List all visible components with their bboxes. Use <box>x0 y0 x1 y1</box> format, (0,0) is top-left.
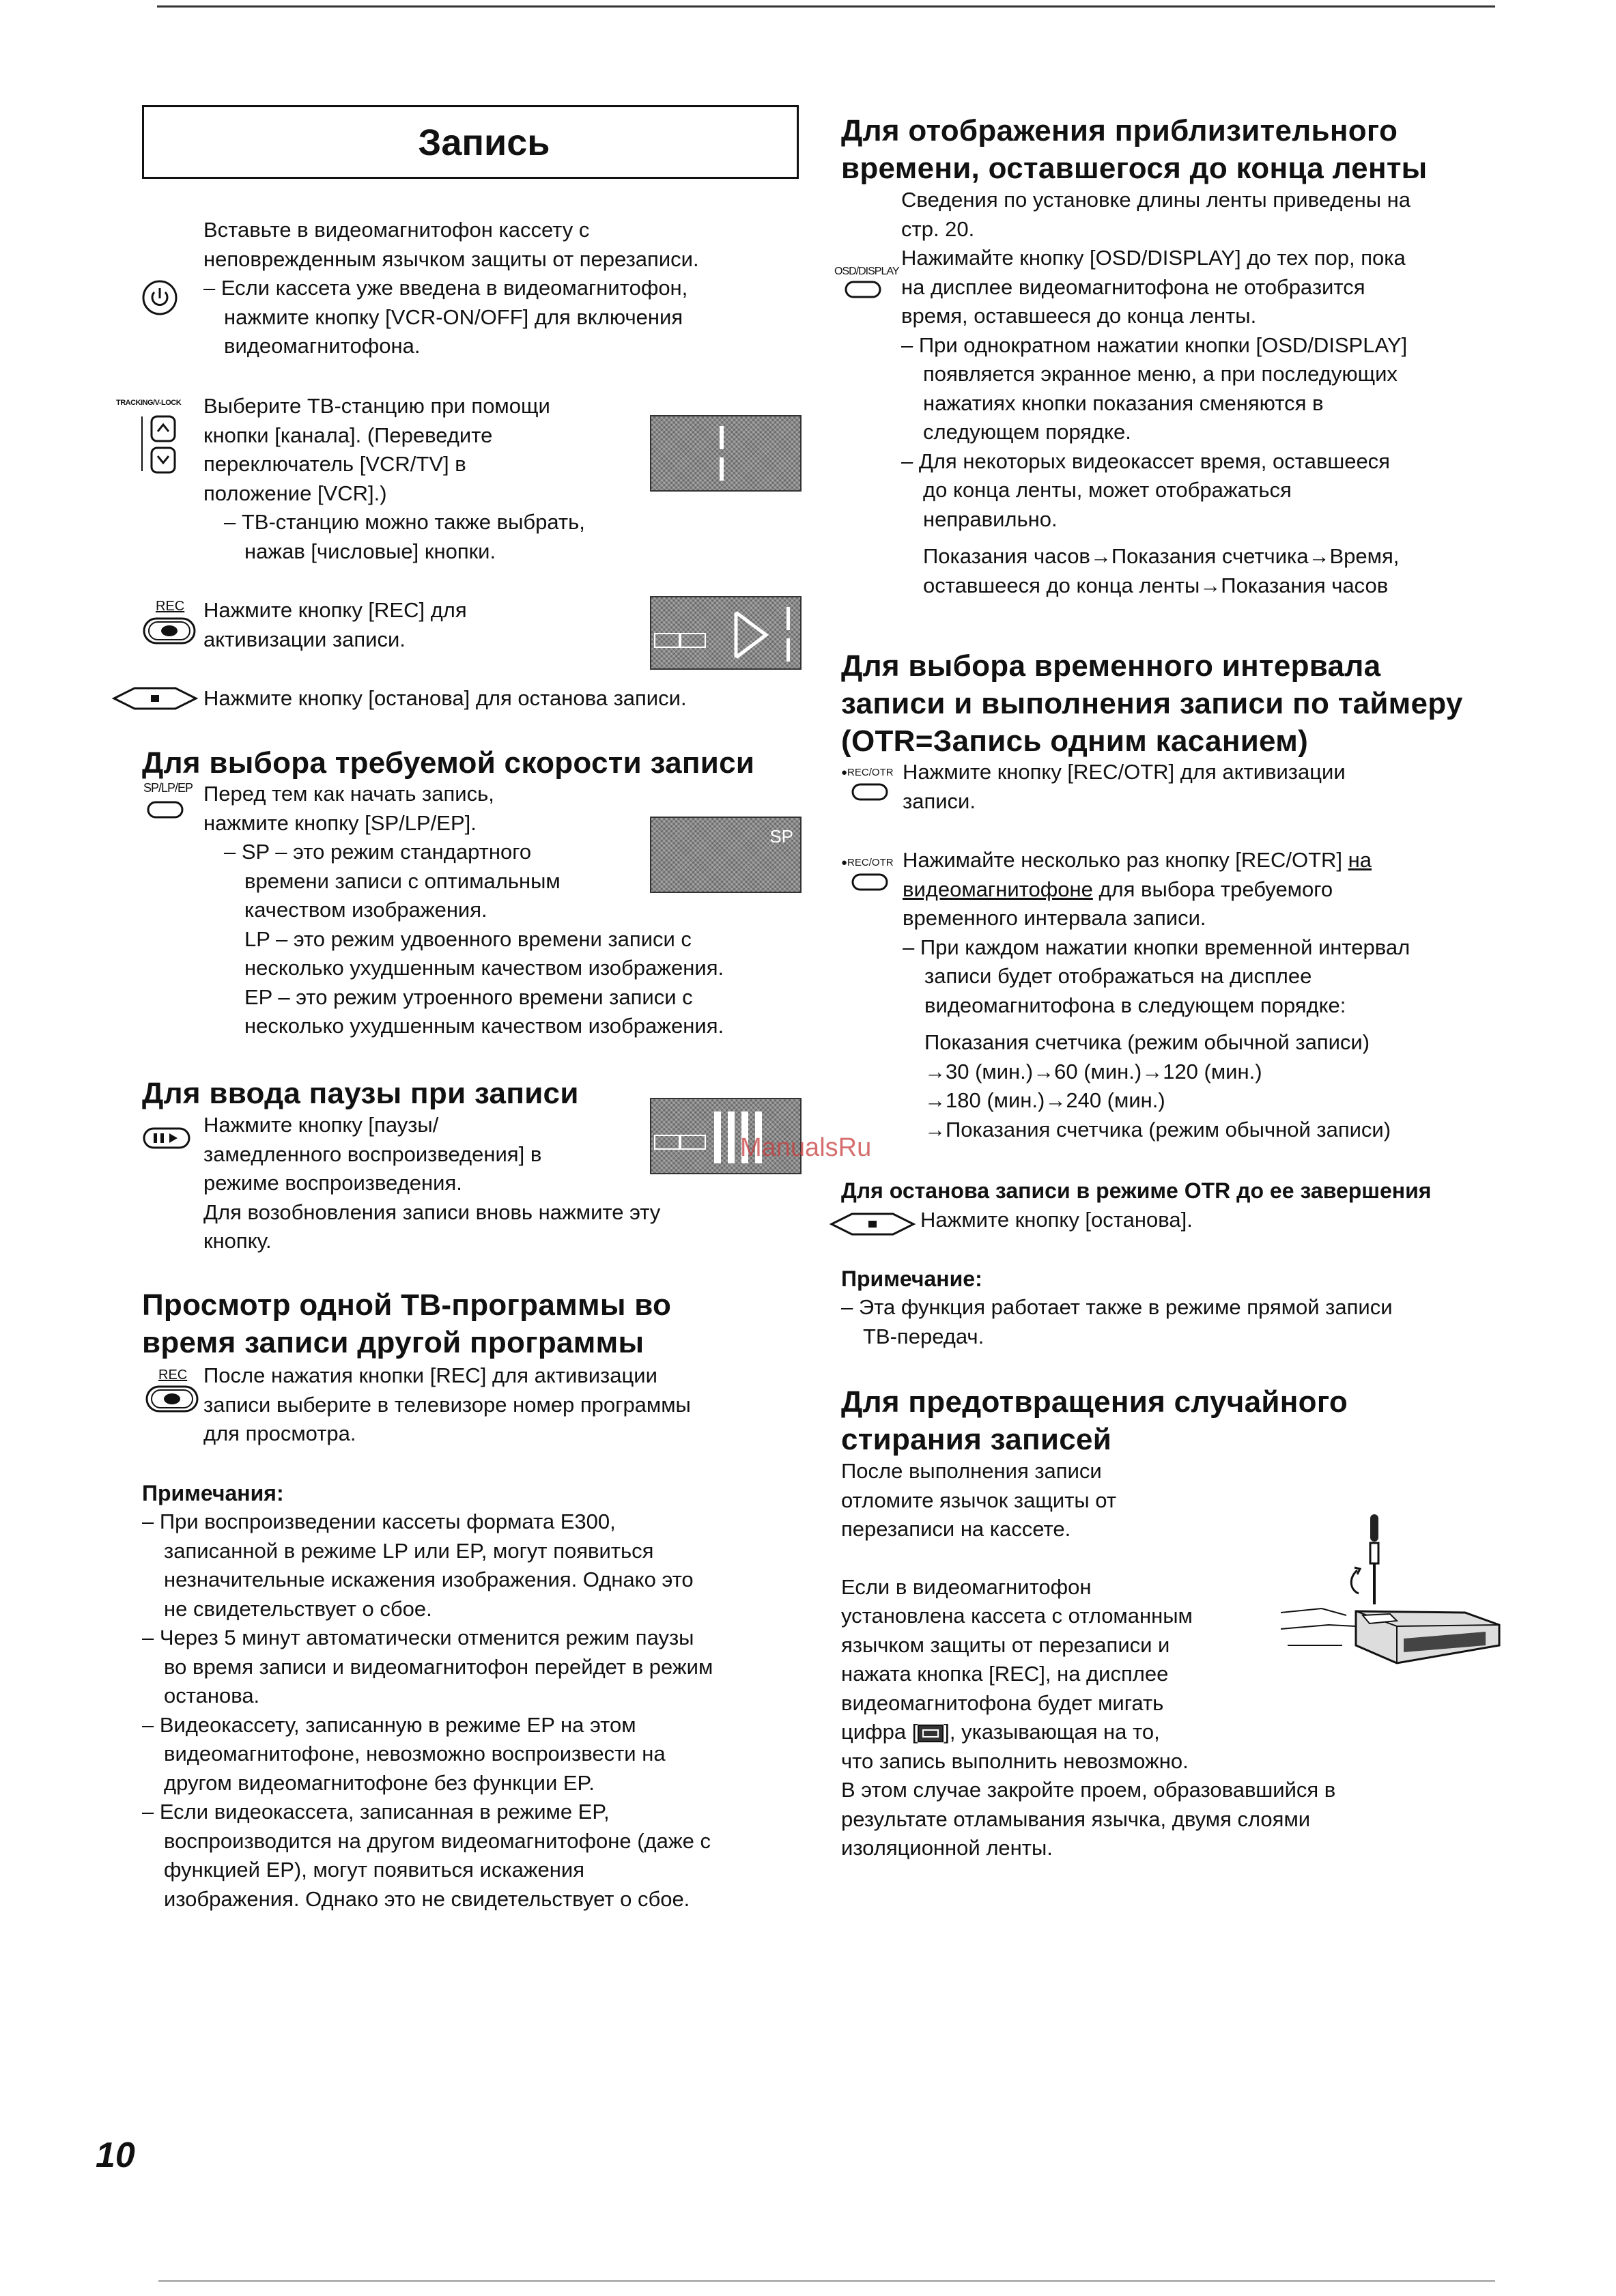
speed-dash: несколько ухудшенным качеством изображения. <box>244 956 724 980</box>
note-line: записанной в режиме LP или EP, могут появиться <box>164 1538 654 1563</box>
remain-line: Сведения по установке длины ленты приведены на <box>901 188 1411 212</box>
watch-heading: время записи другой программы <box>142 1326 644 1359</box>
remain-heading: Для отображения приблизительного <box>841 114 1398 147</box>
speed-dash: EP – это режим утроенного времени записи с <box>244 984 693 1009</box>
protect-line: результате отламывания язычка, двумя слоями <box>841 1806 1311 1831</box>
remain-dash: – Для некоторых видеокассет время, оставшееся <box>901 449 1390 473</box>
otr-underlined-text: видеомагнитофоне <box>903 877 1093 901</box>
pause-line: замедленного воспроизведения] в <box>203 1142 542 1166</box>
otr-sequence: →180 (мин.)→240 (мин.) <box>924 1088 1165 1112</box>
protect-line: В этом случае закройте проем, образовавшийся в <box>841 1778 1336 1802</box>
note-line: воспроизводится на другом видеомагнитофоне (даже с <box>164 1828 711 1853</box>
rec-line: Нажмите кнопку [REC] для <box>203 598 467 622</box>
rec-label: REC <box>158 1367 188 1383</box>
protect-line: нажата кнопка [REC], на дисплее <box>841 1662 1169 1686</box>
intro-line: Вставьте в видеомагнитофон кассету с <box>203 218 590 242</box>
lcd-rec-mark <box>680 633 706 648</box>
otr-dash: видеомагнитофона в следующем порядке: <box>924 993 1346 1017</box>
otr-dash: записи будет отображаться на дисплее <box>924 964 1312 988</box>
rec-label: REC <box>156 599 185 614</box>
remain-line: Нажимайте кнопку [OSD/DISPLAY] до тех пор, пока <box>901 246 1406 270</box>
channel-line: положение [VCR].) <box>203 481 387 505</box>
otr-sequence: →Показания счетчика (режим обычной записи) <box>924 1117 1391 1142</box>
protect-line: видеомагнитофона будет мигать <box>841 1690 1164 1715</box>
note-block <box>841 1264 1531 1351</box>
remain-dash: нажатиях кнопки показания сменяются в <box>923 391 1324 415</box>
watermark: ManualsRu <box>740 1133 872 1162</box>
bottom-rule <box>158 2280 1495 2282</box>
protect-heading: стирания записей <box>841 1423 1112 1456</box>
otr-line: записи. <box>903 789 976 813</box>
protect-line: ], указывающая на то, <box>944 1720 1160 1744</box>
note-line: функцией EP), могут появиться искажения <box>164 1858 585 1882</box>
speed-dash: – SP – это режим стандартного <box>224 840 532 864</box>
lcd-segment <box>720 426 724 449</box>
remain-line: время, оставшееся до конца ленты. <box>901 304 1257 328</box>
pause-heading: Для ввода паузы при записи <box>142 1077 579 1110</box>
remain-sequence: оставшееся до конца ленты→Показания часов <box>923 573 1389 597</box>
otr-dash: – При каждом нажатии кнопки временной интервал <box>903 935 1411 959</box>
otr-line: временного интервала записи. <box>903 906 1206 930</box>
lcd-sp-text: SP <box>769 826 793 847</box>
stop-block <box>142 684 811 713</box>
protect-section <box>841 1383 1510 1458</box>
note-line: – Эта функция работает также в режиме прямой записи <box>841 1295 1393 1319</box>
osd-button-icon <box>844 280 882 299</box>
protect-line: установлена кассета с отломанным <box>841 1604 1193 1628</box>
otr-activate-block <box>841 758 1510 816</box>
protect-line: изоляционной ленты. <box>841 1836 1053 1860</box>
pause-line: режиме воспроизведения. <box>203 1171 462 1195</box>
lcd-rec-mark <box>680 1135 706 1150</box>
remain-line: стр. 20. <box>901 216 975 241</box>
lcd-play-arrow <box>732 608 773 662</box>
note-line: – Через 5 минут автоматически отменится режим паузы <box>142 1626 694 1649</box>
protect-line: что запись выполнить невозможно. <box>841 1748 1189 1773</box>
otr-heading: Для выбора временного интервала <box>841 649 1381 683</box>
intro-dash: – Если кассета уже введена в видеомагнитофон, <box>203 276 688 300</box>
otr-interval-block <box>841 846 1524 1144</box>
speed-line: Перед тем как начать запись, <box>203 782 494 806</box>
cassette-tab-illustration <box>1281 1509 1506 1680</box>
remain-dash: до конца ленты, может отображаться <box>923 478 1292 502</box>
remain-dash: неправильно. <box>923 507 1058 531</box>
remain-block <box>841 186 1510 600</box>
osd-display-label: OSD/DISPLAY <box>834 266 899 277</box>
lcd-channel-display <box>650 415 802 492</box>
protect-line: отломите язычок защиты от <box>841 1488 1117 1512</box>
intro-line: неповрежденным язычком защиты от перезаписи. <box>203 246 699 271</box>
note-heading: Примечание: <box>841 1266 982 1291</box>
note-line: – Если видеокассета, записанная в режиме EP, <box>142 1800 610 1824</box>
note-line: – Видеокассету, записанную в режиме EP на этом <box>142 1712 636 1737</box>
lcd-cassette-mark <box>654 1135 680 1150</box>
power-icon <box>141 279 179 317</box>
note-line: не свидетельствует о сбое. <box>164 1596 432 1621</box>
otr-line: для выбора требуемого <box>1092 877 1333 901</box>
otr-underlined-text: на <box>1348 848 1372 872</box>
cassette-indicator-icon <box>918 1725 944 1742</box>
lcd-cassette-mark <box>654 633 680 648</box>
intro-dash: видеомагнитофона. <box>224 334 421 358</box>
protect-line: цифра [ <box>841 1720 918 1744</box>
otr-sequence: Показания счетчика (режим обычной записи) <box>924 1030 1370 1054</box>
otr-line: Нажмите кнопку [REC/OTR] для активизации <box>903 760 1346 784</box>
remain-line: на дисплее видеомагнитофона не отобразится <box>901 274 1365 299</box>
remain-section <box>841 112 1510 187</box>
remain-heading: времени, оставшегося до конца ленты <box>841 152 1428 185</box>
splpep-label: SP/LP/EP <box>143 781 193 795</box>
tracking-label: TRACKING/V-LOCK <box>116 399 182 407</box>
remain-dash: появляется экранное меню, а при последующих <box>923 362 1398 386</box>
lcd-pause-bar <box>728 1111 735 1163</box>
page-number: 10 <box>96 2136 135 2175</box>
notes-block <box>142 1479 825 1914</box>
speed-heading: Для выбора требуемой скорости записи <box>142 746 755 780</box>
cassette-indicator-inner <box>922 1729 939 1738</box>
channel-dash: нажав [числовые] кнопки. <box>244 539 496 563</box>
watch-line: После нажатия кнопки [REC] для активизации <box>203 1363 657 1387</box>
intro-dash: нажмите кнопку [VCR-ON/OFF] для включения <box>224 304 683 329</box>
note-line: останова. <box>164 1684 260 1707</box>
channel-line: кнопки [канала]. (Переведите <box>203 423 493 447</box>
intro-block <box>142 216 811 361</box>
protect-line: язычком защиты от перезаписи и <box>841 1632 1170 1657</box>
note-line: во время записи и видеомагнитофон перейдет в режим <box>164 1654 713 1679</box>
page-title: Запись <box>418 122 550 163</box>
rec-otr-label: ●REC/OTR <box>841 857 894 868</box>
watch-heading: Просмотр одной ТВ-программы во <box>142 1288 672 1322</box>
watch-line: для просмотра. <box>203 1421 356 1445</box>
speed-dash: LP – это режим удвоенного времени записи с <box>244 926 692 951</box>
otr-sequence: →30 (мин.)→60 (мин.)→120 (мин.) <box>924 1059 1262 1083</box>
note-line: другом видеомагнитофоне без функции EP. <box>164 1770 595 1795</box>
note-line: незначительные искажения изображения. Однако это <box>164 1568 694 1591</box>
otr-stop-line: Нажмите кнопку [останова]. <box>920 1208 1193 1232</box>
protect-line: перезаписи на кассете. <box>841 1517 1071 1541</box>
top-rule <box>157 5 1495 8</box>
remain-dash: – При однократном нажатии кнопки [OSD/DISPLAY] <box>901 332 1408 357</box>
speed-section <box>142 744 838 782</box>
lcd-segment <box>786 607 790 630</box>
watch-line: записи выберите в телевизоре номер программы <box>203 1392 691 1417</box>
otr-heading: (OTR=Запись одним касанием) <box>841 724 1309 758</box>
speed-dash: времени записи с оптимальным <box>244 868 561 893</box>
note-line: – При воспроизведении кассеты формата E300, <box>142 1510 616 1533</box>
rec-otr-label: ●REC/OTR <box>841 767 894 778</box>
protect-line: Если в видеомагнитофон <box>841 1574 1092 1599</box>
remain-sequence: Показания часов→Показания счетчика→Время, <box>923 544 1400 568</box>
protect-heading: Для предотвращения случайного <box>841 1385 1348 1419</box>
otr-section <box>841 647 1531 760</box>
otr-stop-section <box>841 1176 1531 1205</box>
pause-line: Нажмите кнопку [паузы/ <box>203 1113 439 1137</box>
channel-line: переключатель [VCR/TV] в <box>203 452 466 476</box>
lcd-segment <box>786 638 790 662</box>
otr-stop-block <box>841 1206 1510 1235</box>
notes-heading: Примечания: <box>142 1481 284 1505</box>
note-line: ТВ-передач. <box>863 1324 984 1348</box>
lcd-speed-display <box>650 817 802 893</box>
speed-line: нажмите кнопку [SP/LP/EP]. <box>203 810 477 835</box>
speed-dash: качеством изображения. <box>244 898 487 922</box>
stop-line: Нажмите кнопку [останова] для останова записи. <box>203 686 687 710</box>
otr-heading: записи и выполнения записи по таймеру <box>841 687 1463 720</box>
lcd-pause-bar <box>714 1111 721 1163</box>
remain-dash: следующем порядке. <box>923 420 1131 444</box>
note-line: видеомагнитофоне, невозможно воспроизвести на <box>164 1742 666 1766</box>
pause-line: кнопку. <box>203 1229 272 1253</box>
otr-line: Нажимайте несколько раз кнопку [REC/OTR] <box>903 848 1343 872</box>
watch-section <box>142 1286 811 1361</box>
rec-line: активизации записи. <box>203 627 406 651</box>
protect-line: После выполнения записи <box>841 1459 1102 1483</box>
lcd-segment <box>720 457 724 481</box>
otr-stop-heading: Для останова записи в режиме OTR до ее завершения <box>841 1178 1432 1203</box>
channel-line: Выберите ТВ-станцию при помощи <box>203 394 550 418</box>
channel-dash: – ТВ-станцию можно также выбрать, <box>224 510 585 534</box>
pause-line: Для возобновления записи вновь нажмите эту <box>203 1200 661 1224</box>
note-line: изображения. Однако это не свидетельствует о сбое. <box>164 1886 690 1911</box>
lcd-rec-display <box>650 596 802 670</box>
page-title-box <box>142 105 799 179</box>
speed-dash: несколько ухудшенным качеством изображения. <box>244 1014 724 1038</box>
watch-block <box>142 1361 811 1449</box>
